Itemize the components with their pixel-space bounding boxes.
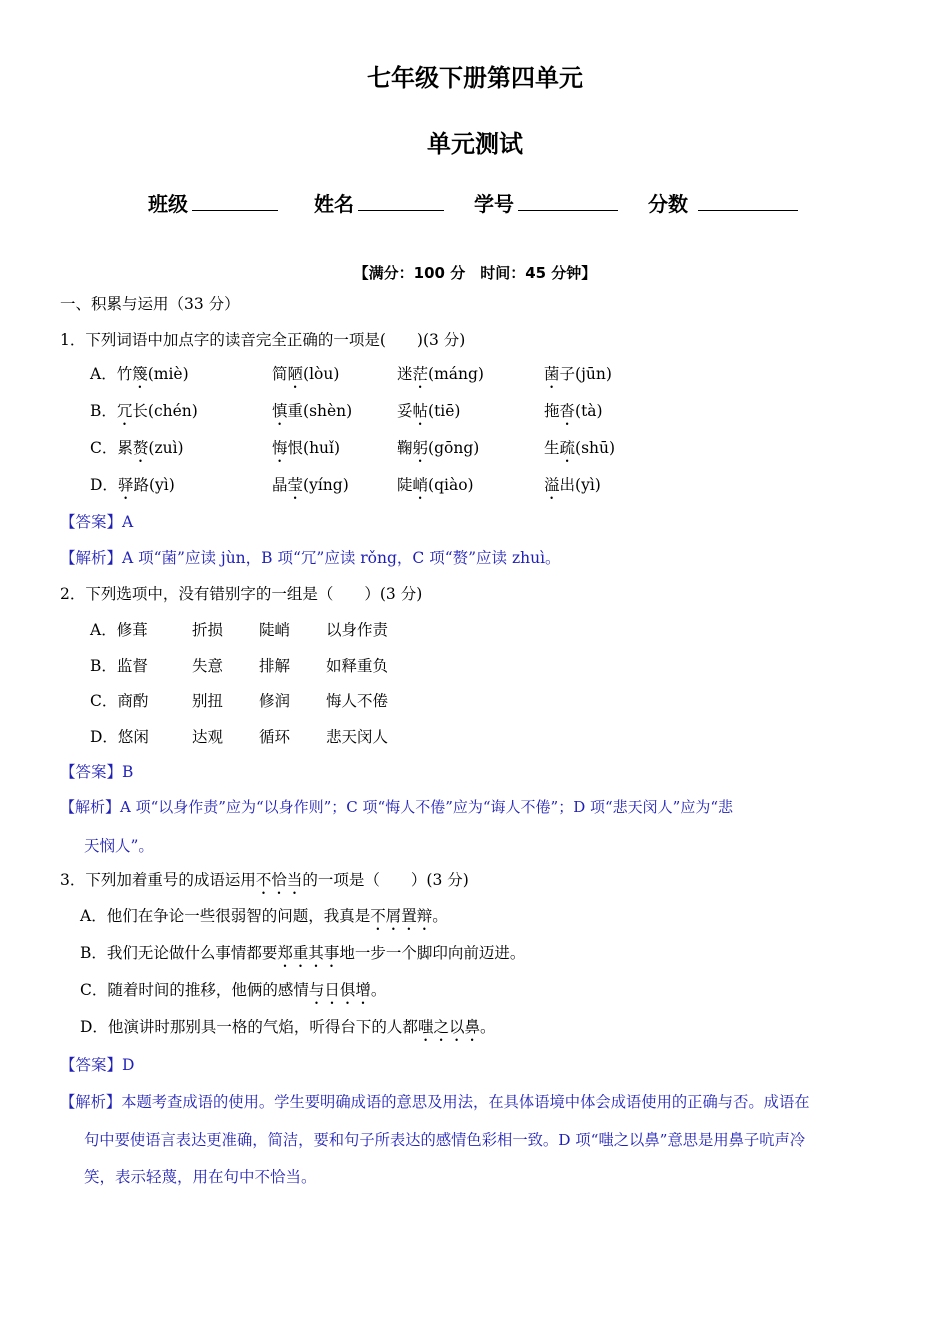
class-label: 班级 [148,192,188,216]
q2-option-d-3: 循环 [259,728,291,746]
q1-option-d-1: D．驿路(yì) [90,476,175,494]
score-label: 分数 [648,192,688,216]
q1-option-c-2: 悔恨(huǐ) [272,439,341,457]
q2-option-a-1: A．修葺 [90,621,148,639]
q3-option-d: D．他演讲时那别具一格的气焰，听得台下的人都嗤之以鼻。 [80,1018,496,1036]
section-heading: 一、积累与运用（33 分） [60,295,240,313]
q2-option-a-2: 折损 [192,621,224,639]
q2-option-a-3: 陡峭 [259,621,291,639]
q3-analysis-line-2: 句中要使语言表达更准确，简洁，要和句子所表达的感情色彩相一致。D 项“嗤之以鼻”意思是用鼻子吭声冷 [84,1131,806,1149]
q2-option-b-3: 排解 [259,657,291,675]
q3-answer: 【答案】D [60,1056,135,1074]
q1-option-c-3: 鞠躬(gōng) [397,439,480,457]
q1-option-a-3: 迷茫(máng) [397,365,484,383]
score-field [648,188,798,217]
student-id-blank[interactable] [518,190,618,211]
q1-option-b-2: 慎重(shèn) [272,402,353,420]
q2-option-a-4: 以身作责 [326,621,389,639]
q1-option-b-4: 拖沓(tà) [544,402,603,420]
q2-stem: 2．下列选项中，没有错别字的一组是（ ）(3 分) [60,585,423,603]
class-blank[interactable] [192,190,278,211]
q1-answer: 【答案】A [60,513,134,531]
page-title: 七年级下册第四单元 [367,64,583,92]
class-field [148,188,278,217]
q3-analysis-line-1: 【解析】本题考查成语的使用。学生要明确成语的意思及用法，在具体语境中体会成语使用的正确与否。成语在 [60,1093,810,1111]
q2-option-c-4: 悔人不倦 [326,692,389,710]
page-subtitle: 单元测试 [427,130,523,158]
q2-option-b-4: 如释重负 [326,657,389,675]
q2-option-d-2: 达观 [192,728,224,746]
q3-analysis-line-3: 笑，表示轻蔑，用在句中不恰当。 [84,1168,317,1186]
q3-option-c: C．随着时间的推移，他俩的感情与日俱增。 [80,981,387,999]
student-id-label: 学号 [474,192,514,216]
student-info-row [148,188,828,222]
q1-option-d-2: 晶莹(yíng) [272,476,349,494]
q2-analysis-line-2: 天悯人”。 [84,837,154,855]
q3-stem: 3．下列加着重号的成语运用不恰当的一项是（ ）(3 分) [60,871,469,889]
q1-option-c-4: 生疏(shū) [544,439,616,457]
q1-option-a-2: 简陋(lòu) [272,365,340,383]
score-time-line: 【满分：100 分 时间：45 分钟】 [353,264,597,282]
q1-option-b-3: 妥帖(tiē) [397,402,461,420]
q1-analysis: 【解析】A 项“菌”应读 jùn，B 项“冗”应读 rǒng，C 项“赘”应读 zhuì。 [60,549,561,567]
q3-option-b: B．我们无论做什么事情都要郑重其事地一步一个脚印向前迈进。 [80,944,526,962]
q1-stem: 1．下列词语中加点字的读音完全正确的一项是( )(3 分) [60,331,466,349]
q3-option-a: A．他们在争论一些很弱智的问题，我真是不屑置辩。 [80,907,448,925]
name-label: 姓名 [314,192,354,216]
q2-option-d-1: D．悠闲 [90,728,149,746]
score-blank[interactable] [698,190,798,211]
name-blank[interactable] [358,190,444,211]
student-id-field [474,188,618,217]
q1-option-a-1: A．竹篾(miè) [90,365,189,383]
q2-option-c-2: 别扭 [192,692,224,710]
q2-answer: 【答案】B [60,763,134,781]
q1-option-d-3: 陡峭(qiào) [397,476,474,494]
q2-option-d-4: 悲天闵人 [326,728,389,746]
name-field [314,188,444,217]
q2-option-b-1: B．监督 [90,657,148,675]
q1-option-d-4: 溢出(yì) [544,476,601,494]
q2-analysis-line-1: 【解析】A 项“以身作责”应为“以身作则”；C 项“悔人不倦”应为“诲人不倦”；D 项“悲天闵人”应为“悲 [60,798,733,816]
q2-option-c-3: 修润 [259,692,291,710]
q1-option-b-1: B．冗长(chén) [90,402,198,420]
q1-option-a-4: 菌子(jūn) [544,365,612,383]
q2-option-b-2: 失意 [192,657,224,675]
q1-option-c-1: C．累赘(zuì) [90,439,184,457]
q2-option-c-1: C．商酌 [90,692,149,710]
